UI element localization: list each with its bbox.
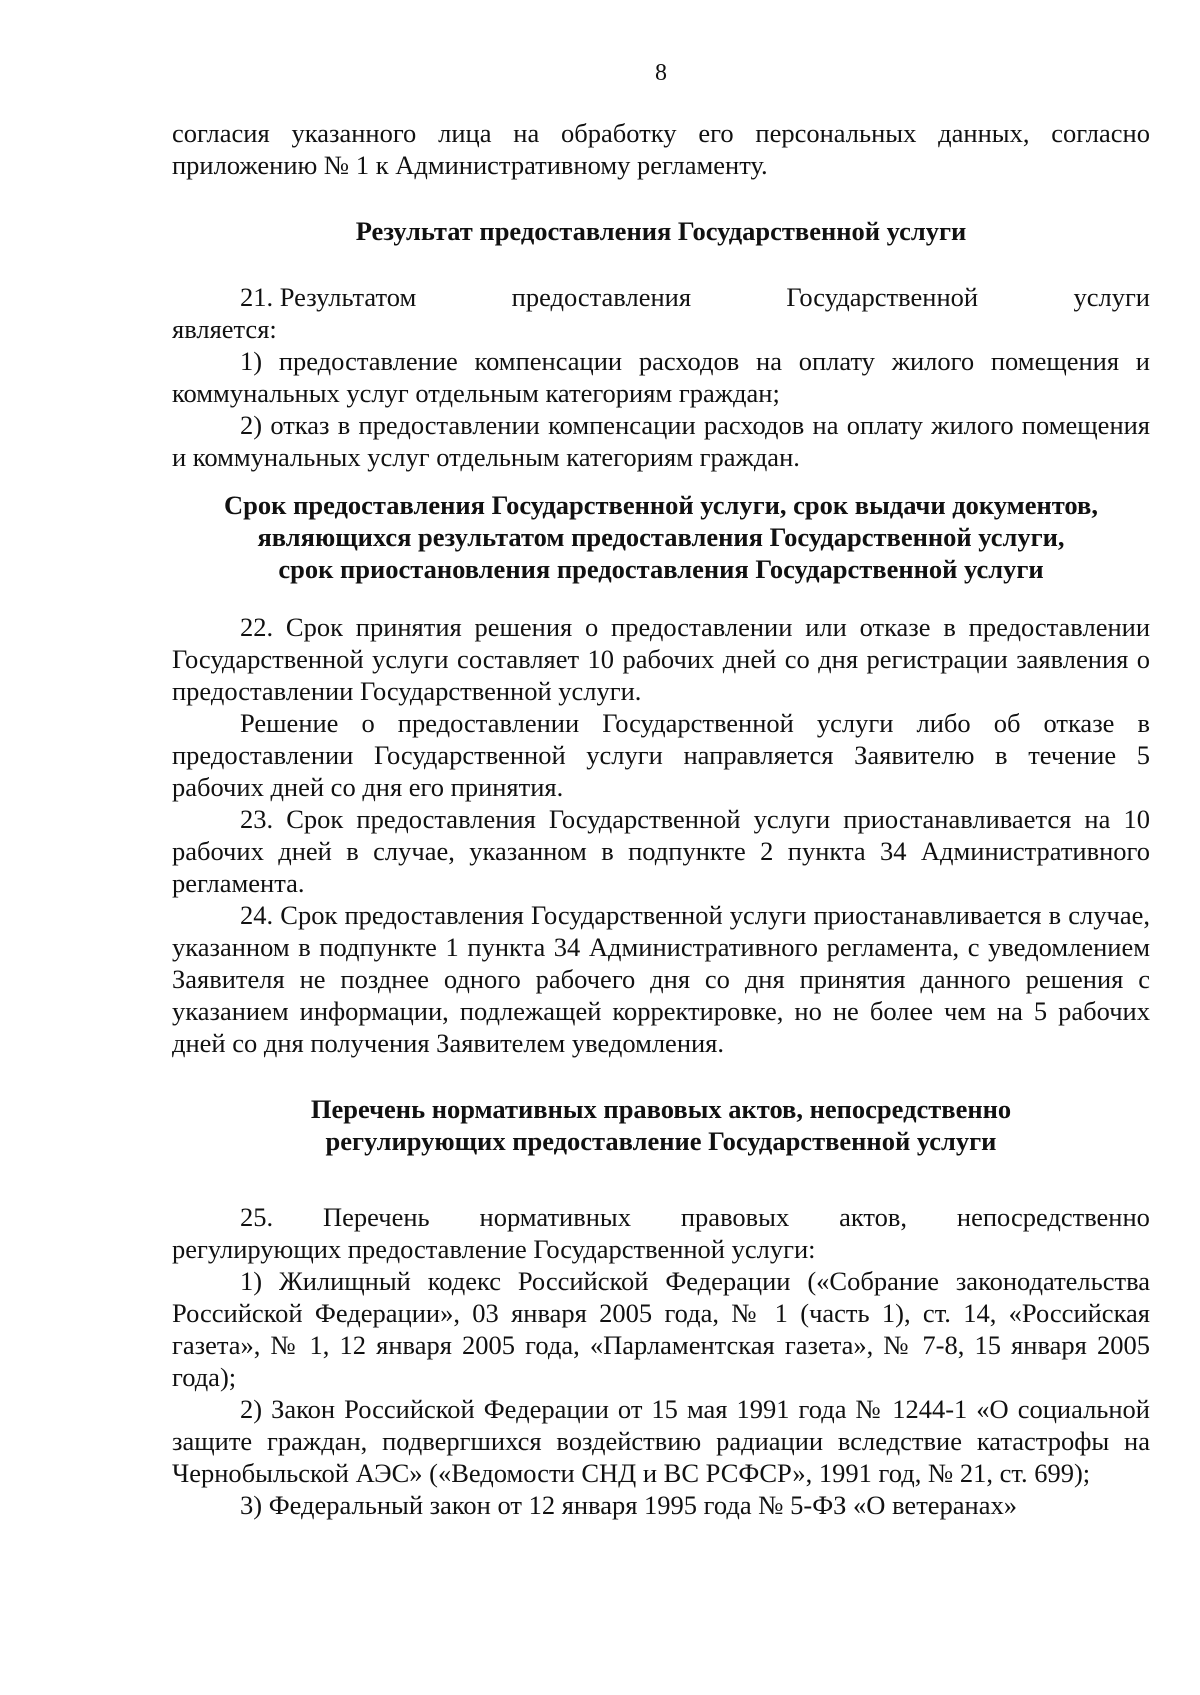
result-item-1: 1) предоставление компенсации расходов на оплату жилого помещения и коммунальных услуг отдельным категориям граждан; bbox=[172, 346, 1150, 408]
paragraph-21-word: 21. Результатом bbox=[240, 282, 417, 312]
paragraph-23: 23. Срок предоставления Государственной услуги приостанавливается на 10 рабочих дней в случае, указанном в подпункте 2 пункта 34 Административного регламента. bbox=[172, 804, 1150, 898]
paragraph-21-word: услуги bbox=[1073, 282, 1150, 312]
paragraph-25 bbox=[172, 1201, 1150, 1265]
section-heading-acts-line: Перечень нормативных правовых актов, непосредственно bbox=[310, 1094, 1012, 1124]
acts-item-2: 2) Закон Российской Федерации от 15 мая 1991 года № 1244-1 «О социальной защите граждан, подвергшихся воздействию радиации вследствие катастрофы на Чернобыльской АЭС» («Ведомости СНД и ВС РСФСР», 1991 год, № 21, ст. 699); bbox=[172, 1394, 1150, 1488]
paragraph-25-word: непосредственно bbox=[956, 1202, 1150, 1232]
result-item-2: 2) отказ в предоставлении компенсации расходов на оплату жилого помещения и коммунальных услуг отдельным категориям граждан. bbox=[172, 410, 1150, 472]
section-heading-acts-line: регулирующих предоставление Государственной услуги bbox=[325, 1126, 997, 1156]
page-number: 8 bbox=[655, 60, 667, 86]
section-heading-terms-line: срок приостановления предоставления Государственной услуги bbox=[278, 554, 1044, 584]
paragraph-21-tail: является: bbox=[172, 314, 277, 344]
document-body bbox=[172, 117, 1150, 1521]
paragraph-21-first-line bbox=[172, 281, 1150, 313]
paragraph-22-decision: Решение о предоставлении Государственной услуги либо об отказе в предоставлении Государственной услуги направляется Заявителю в течение 5 рабочих дней со дня его принятия. bbox=[172, 708, 1150, 802]
paragraph-22: 22. Срок принятия решения о предоставлении или отказе в предоставлении Государственной услуги составляет 10 рабочих дней со дня регистрации заявления о предоставлении Государственной услуги. bbox=[172, 612, 1150, 706]
section-heading-terms bbox=[172, 489, 1150, 585]
paragraph-21 bbox=[172, 281, 1150, 345]
section-heading-terms-line: Срок предоставления Государственной услуги, срок выдачи документов, bbox=[224, 490, 1098, 520]
section-heading-result: Результат предоставления Государственной услуги bbox=[355, 216, 967, 246]
continuation-paragraph: согласия указанного лица на обработку его персональных данных, согласно приложению № 1 к Административному регламенту. bbox=[172, 118, 1150, 180]
section-heading-acts bbox=[172, 1093, 1150, 1157]
paragraph-25-word: нормативных bbox=[479, 1202, 631, 1232]
paragraph-25-word: Перечень bbox=[323, 1202, 430, 1232]
paragraph-25-tail: регулирующих предоставление Государственной услуги: bbox=[172, 1234, 816, 1264]
section-heading-terms-line: являющихся результатом предоставления Государственной услуги, bbox=[257, 522, 1065, 552]
paragraph-24: 24. Срок предоставления Государственной услуги приостанавливается в случае, указанном в подпункте 1 пункта 34 Административного регламента, с уведомлением Заявителя не позднее одного рабочего дня со дня принятия данного решения с указанием информации, подлежащей корректировке, но не более чем на 5 рабочих дней со дня получения Заявителем уведомления. bbox=[172, 900, 1150, 1058]
paragraph-25-word: актов, bbox=[839, 1202, 908, 1232]
paragraph-25-word: 25. bbox=[240, 1202, 274, 1232]
acts-item-1: 1) Жилищный кодекс Российской Федерации («Собрание законодательства Российской Федерации», 03 января 2005 года, № 1 (часть 1), ст. 14, «Российская газета», № 1, 12 января 2005 года, «Парламентская газета», № 7-8, 15 января 2005 года); bbox=[172, 1266, 1150, 1392]
paragraph-21-word: предоставления bbox=[511, 282, 692, 312]
paragraph-25-word: правовых bbox=[680, 1202, 790, 1232]
paragraph-21-word: Государственной bbox=[786, 282, 979, 312]
paragraph-25-first-line bbox=[172, 1201, 1150, 1233]
acts-item-3: 3) Федеральный закон от 12 января 1995 года № 5-ФЗ «О ветеранах» bbox=[240, 1490, 1017, 1520]
